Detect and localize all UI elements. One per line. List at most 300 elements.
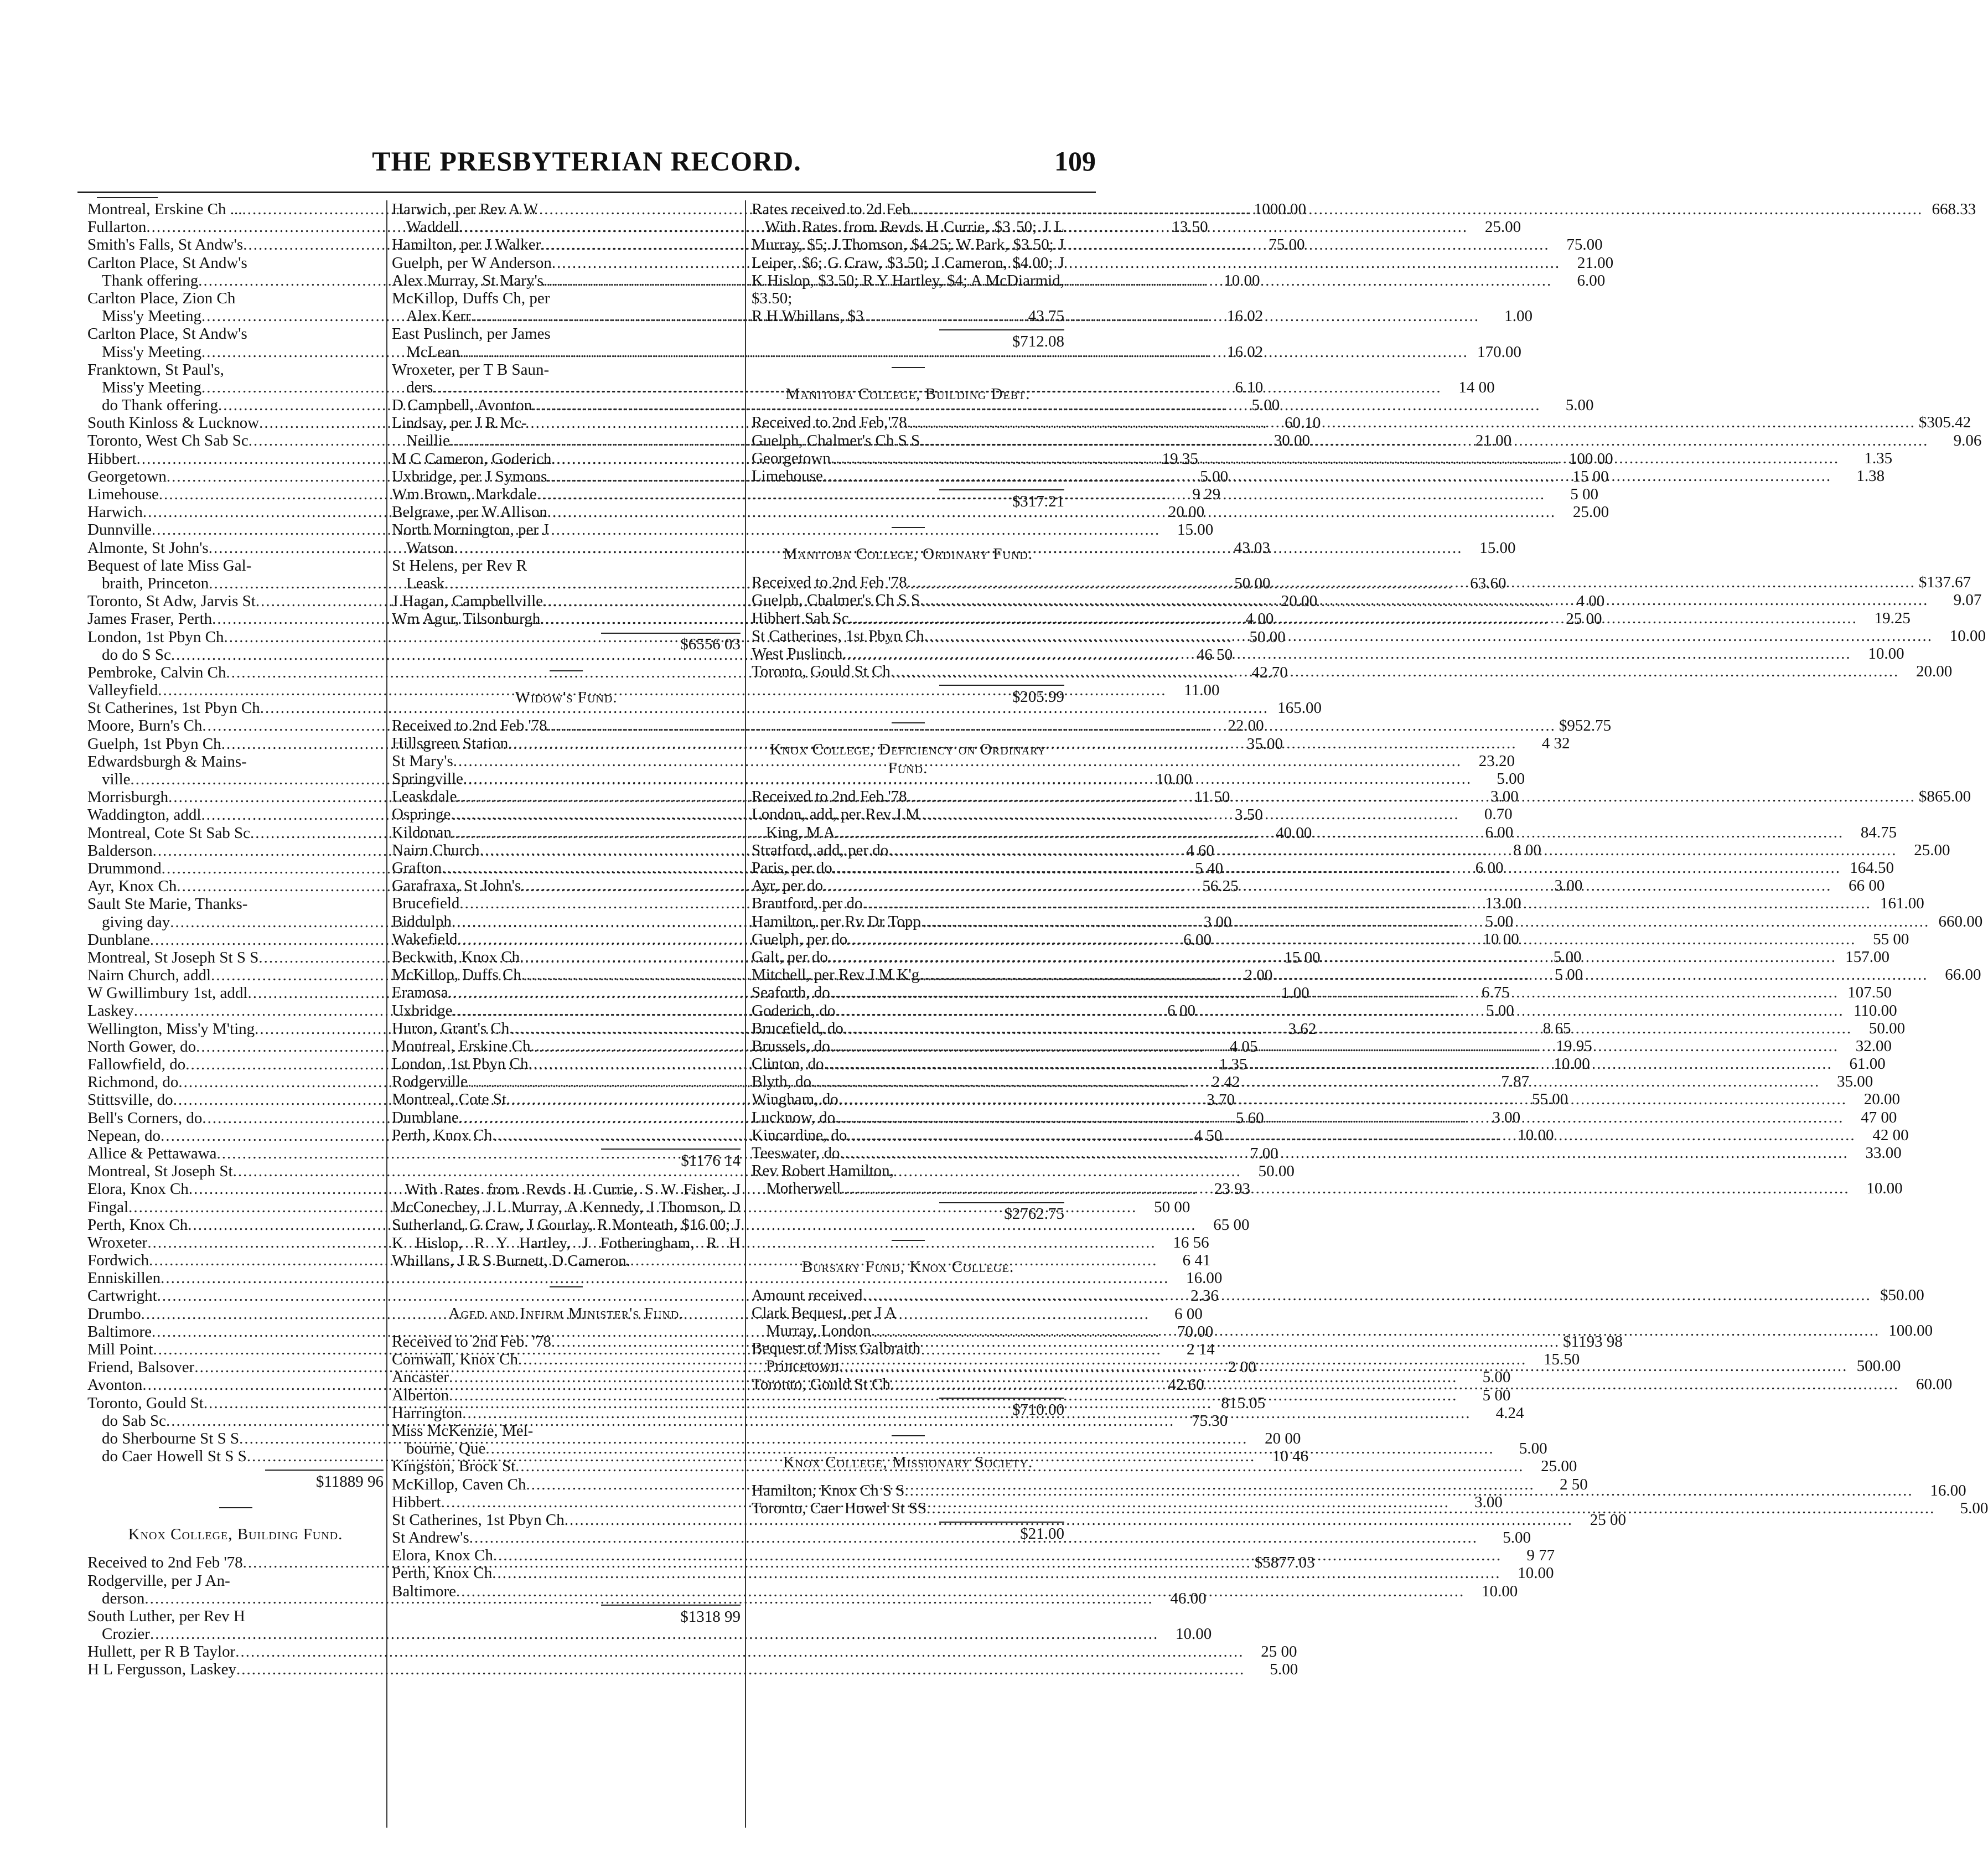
ledger-row xyxy=(87,1572,384,1590)
entry-label: Kildonan xyxy=(392,823,452,841)
entry-label: Guelph, 1st Pbyn Ch xyxy=(87,734,221,753)
ledger-row xyxy=(752,307,1064,325)
section-heading: Widow's Fund. xyxy=(515,688,618,706)
entry-amount: 1.35 xyxy=(1864,449,1893,467)
entry-amount: 75.30 xyxy=(1192,1411,1228,1430)
entry-label: Brucefield xyxy=(392,894,460,913)
section-total: $21.00 xyxy=(939,1522,1064,1543)
section-heading: Knox College, Missionary Society. xyxy=(783,1453,1033,1471)
entry-label: Murray, London xyxy=(766,1321,871,1339)
entry-amount: 10.00 xyxy=(1481,1582,1518,1600)
entry-label: do Caer Howell St S S xyxy=(102,1447,247,1466)
entry-label: Leask xyxy=(406,574,445,592)
entry-label: Kincardine, do xyxy=(752,1126,847,1144)
entry-amount: 6 00 xyxy=(1167,1002,1195,1020)
entry-amount: 3 00 xyxy=(1492,1108,1521,1126)
entry-label: Huron, Grant's Ch xyxy=(392,1019,510,1037)
entry-label: Montreal, St Joseph St xyxy=(87,1162,233,1181)
entry-label: ders xyxy=(406,378,433,396)
entry-amount: 50 00 xyxy=(1154,1198,1190,1216)
entry-amount: $305.42 xyxy=(1918,413,1971,432)
entry-amount: $137.67 xyxy=(1918,573,1971,592)
entry-label: Guelph, Chalmer's Ch S S xyxy=(752,431,920,449)
ledger-row xyxy=(87,557,384,575)
entry-amount: 2 42 xyxy=(1212,1073,1240,1091)
entry-amount: 42.70 xyxy=(1251,663,1288,681)
rates-note: With Rates from Revds H Currie, $3 50; J L Murray, $5; J Thomson, $4.25; W Park, $3.50; J Leiper, $6; G Craw, $3.50; J Cameron, $4.00; J K Hislop, $3.50; R Y Hartley, $4; A McDiarmid, $3.50; xyxy=(752,218,1064,307)
entry-label: St Catherines, 1st Pbyn Ch xyxy=(752,627,924,645)
entry-label: London, 1st Pbyn Ch xyxy=(392,1055,529,1073)
entry-amount: 10.00 xyxy=(1868,644,1904,663)
ledger-row xyxy=(392,1510,1627,1529)
entry-label: Grafton xyxy=(392,859,442,877)
entry-label: Laskey xyxy=(87,1002,134,1020)
entry-label: Garafraxa, St John's xyxy=(392,877,521,895)
entry-label: do do S Sc xyxy=(102,645,171,664)
entry-label: Miss'y Meeting xyxy=(102,307,202,325)
entry-label: Rev Robert Hamilton, xyxy=(752,1162,894,1180)
entry-label: Valleyfield xyxy=(87,681,158,700)
ledger-row xyxy=(392,289,741,307)
entry-label: ville xyxy=(102,770,131,788)
ledger-row xyxy=(752,1304,1064,1322)
entry-amount: 3.62 xyxy=(1288,1020,1317,1038)
entry-amount: 20.00 xyxy=(1863,1090,1900,1109)
entry-label: Alberton xyxy=(392,1386,449,1404)
entry-amount: 170.00 xyxy=(1477,343,1521,361)
entry-label: Toronto, West Ch Sab Sc xyxy=(87,432,249,450)
entry-amount: 63.60 xyxy=(1470,574,1506,592)
entry-amount: $1193 98 xyxy=(1563,1333,1623,1351)
section-separator xyxy=(892,722,925,723)
entry-amount: 9.06 xyxy=(1953,431,1982,449)
entry-amount: 5.00 xyxy=(1565,396,1594,415)
entry-amount: 107.50 xyxy=(1847,984,1892,1002)
entry-amount: 11.00 xyxy=(1184,681,1220,700)
entry-amount: 43.03 xyxy=(1234,539,1270,557)
entry-label: Thank offering xyxy=(102,271,199,289)
entry-amount: 75.00 xyxy=(1566,236,1603,254)
entry-label: Guelph, Chalmer's Ch S S xyxy=(752,591,920,609)
entry-amount: 16 56 xyxy=(1173,1233,1209,1251)
ledger-row xyxy=(392,521,741,539)
entry-label: North Gower, do xyxy=(87,1037,196,1056)
entry-amount: 23 93 xyxy=(1214,1180,1251,1198)
entry-label: Toronto, Gould St Ch xyxy=(752,663,891,681)
entry-label: West Puslinch xyxy=(752,644,843,663)
entry-amount: 22.00 xyxy=(1228,717,1264,735)
entry-amount: 50 00 xyxy=(1234,574,1271,592)
entry-label: Georgetown xyxy=(87,467,167,485)
entry-label: McKillop, Duffs Ch xyxy=(392,966,521,984)
ledger-row xyxy=(87,1269,1223,1287)
entry-amount: 21.00 xyxy=(1475,432,1512,450)
entry-label: St Catherines, 1st Pbyn Ch xyxy=(392,1510,565,1529)
entry-label: St Helens, per Rev R xyxy=(392,556,527,575)
entry-amount: 61.00 xyxy=(1849,1055,1886,1073)
entry-amount: 19.25 xyxy=(1874,609,1911,627)
entry-label: Edwardsburgh & Mains- xyxy=(87,752,247,770)
page-header xyxy=(77,145,1096,184)
entry-amount: 5 00 xyxy=(1482,1386,1511,1404)
entry-label: Fullarton xyxy=(87,218,147,236)
entry-amount: 25 00 xyxy=(1566,610,1602,628)
entry-label: W Gwillimbury 1st, addl xyxy=(87,984,248,1002)
entry-amount: 815.05 xyxy=(1221,1394,1266,1412)
entry-label: Morrisburgh xyxy=(87,788,169,806)
entry-label: Kingston, Brock St xyxy=(392,1457,516,1476)
entry-amount: 9.07 xyxy=(1953,591,1982,609)
ledger-row xyxy=(752,1339,1064,1357)
entry-amount: 25.00 xyxy=(1541,1457,1577,1476)
entry-label: South Kinloss & Lucknow xyxy=(87,414,260,432)
entry-label: Hibbert xyxy=(392,1493,441,1511)
entry-amount: 5.00 xyxy=(1200,467,1229,485)
section-heading: Aged and Infirm Minister's Fund. xyxy=(448,1305,684,1323)
section-total: $11889 96 xyxy=(265,1470,384,1491)
entry-amount: $50.00 xyxy=(1880,1286,1924,1304)
entry-label: Paris, per do xyxy=(752,859,832,877)
entry-label: Hamilton, per J Walker xyxy=(392,236,541,254)
entry-amount: 35.00 xyxy=(1836,1073,1873,1091)
entry-label: South Luther, per Rev H xyxy=(87,1607,245,1625)
section-total: $317.21 xyxy=(939,489,1064,510)
ledger-row xyxy=(87,254,384,272)
entry-label: Guelph, per do xyxy=(752,930,848,948)
entry-amount: 20.00 xyxy=(1915,663,1953,681)
entry-label: Received to 2nd Feb.'78 xyxy=(392,716,547,734)
entry-label: Baltimore xyxy=(87,1322,152,1341)
entry-label: Harwich xyxy=(87,503,143,521)
section-separator xyxy=(219,1507,252,1508)
section-total: $2762.75 xyxy=(939,1202,1064,1223)
section-total: $1176 14 xyxy=(601,1149,741,1170)
entry-label: Harrington xyxy=(392,1404,463,1422)
ledger-row xyxy=(392,236,1603,254)
entry-label: Elora, Knox Ch xyxy=(392,1546,493,1565)
entry-amount: 9 77 xyxy=(1526,1546,1555,1565)
entry-amount: 16.02 xyxy=(1227,307,1264,325)
entry-amount: 2 14 xyxy=(1186,1341,1215,1358)
entry-amount: 6 41 xyxy=(1182,1251,1211,1270)
entry-amount: 668.33 xyxy=(1932,200,1976,218)
entry-amount: 3.00 xyxy=(1490,788,1519,806)
entry-amount: 1.00 xyxy=(1504,307,1533,325)
entry-label: Mill Point xyxy=(87,1341,153,1358)
entry-amount: 3.70 xyxy=(1207,1091,1235,1109)
rates-note: With Rates from Revds H Currie, S W Fisher, J McConechey, J L Murray, A Kennedy, J Thomson, D Sutherland, G Craw, J Gourlay, R Monteath, $16 00; J K Hislop, R Y Hartley, J Fotheringham, R H Whillans, J R S Burnett, D Cameron. xyxy=(392,1181,741,1270)
entry-amount: 25 00 xyxy=(1590,1510,1627,1529)
entry-label: Toronto, Gould St Ch xyxy=(752,1375,891,1393)
section-separator xyxy=(892,367,925,368)
entry-label: Rodgerville, per J An- xyxy=(87,1571,230,1590)
entry-label: Bequest of late Miss Gal- xyxy=(87,556,252,575)
entry-amount: 65 00 xyxy=(1213,1215,1250,1234)
entry-label: Ancaster xyxy=(392,1368,449,1387)
entry-amount: 3.00 xyxy=(1554,877,1583,895)
section-total: $6556 03 xyxy=(601,633,741,654)
entry-label: Ayr, per do xyxy=(752,877,824,895)
entry-amount: 5.00 xyxy=(1486,1001,1514,1020)
entry-label: Brussels, do xyxy=(752,1037,830,1055)
entry-amount: 20.00 xyxy=(1168,503,1205,521)
header-short-rule xyxy=(97,197,158,198)
entry-amount: $952.75 xyxy=(1559,716,1612,734)
entry-label: Wingham, do xyxy=(752,1090,838,1109)
entry-label: McLean xyxy=(406,343,460,361)
entry-amount: 8 00 xyxy=(1513,841,1541,859)
entry-label: Eramosa xyxy=(392,984,448,1002)
ledger-row xyxy=(392,1564,1554,1582)
entry-label: Elora, Knox Ch xyxy=(87,1180,189,1198)
entry-amount: 25.00 xyxy=(1572,503,1609,521)
entry-label: Bequest of Miss Galbraith xyxy=(752,1339,921,1358)
entry-label: Leaskdale xyxy=(392,788,457,806)
entry-label: Clinton, do xyxy=(752,1055,824,1073)
section-heading: Manitoba College, Ordinary Fund. xyxy=(783,545,1033,563)
entry-amount: 20 00 xyxy=(1265,1429,1301,1447)
section-total: $1318 99 xyxy=(601,1605,741,1626)
entry-amount: 5.00 xyxy=(1482,1368,1511,1387)
entry-label: Brantford, per do xyxy=(752,894,863,913)
entry-amount: 5 60 xyxy=(1235,1109,1264,1127)
entry-amount: 100 00 xyxy=(1568,449,1613,468)
entry-amount: 25.00 xyxy=(1914,841,1950,859)
entry-amount: 5 00 xyxy=(1570,485,1598,503)
entry-label: Galt, per do xyxy=(752,948,828,966)
entry-amount: 165.00 xyxy=(1277,699,1322,717)
entry-label: Mitchell, per Rev J M K'g xyxy=(752,966,920,984)
page-number: 109 xyxy=(1054,146,1096,177)
ledger-row xyxy=(392,325,741,343)
entry-label: braith, Princeton xyxy=(102,574,209,592)
entry-label: Toronto, St Adw, Jarvis St xyxy=(87,592,256,611)
entry-amount: 56.25 xyxy=(1202,877,1239,896)
section-separator xyxy=(892,1240,925,1241)
entry-label: Ospringe xyxy=(392,805,451,824)
entry-label: McKillop, Duffs Ch, per xyxy=(392,289,550,307)
entry-label: Springville xyxy=(392,770,463,788)
section-separator xyxy=(892,527,925,528)
ledger-row xyxy=(392,557,741,575)
entry-label: Hibbert Sab Sc xyxy=(752,609,849,627)
ledger-row xyxy=(87,1233,1209,1251)
entry-label: Cornwall, Knox Ch xyxy=(392,1351,518,1369)
entry-label: Received to 2nd Feb '78 xyxy=(752,573,907,592)
entry-label: Balderson xyxy=(87,841,153,860)
entry-label: St Mary's xyxy=(392,752,453,770)
entry-amount: 42.60 xyxy=(1168,1376,1204,1394)
entry-amount: 660.00 xyxy=(1938,912,1983,930)
entry-amount: 2 00 xyxy=(1244,966,1273,985)
entry-amount: 2.36 xyxy=(1190,1287,1219,1305)
ledger-row xyxy=(87,1215,1250,1234)
section-total: $712.08 xyxy=(939,329,1064,350)
entry-amount: 10 00 xyxy=(1483,930,1519,948)
entry-amount: 50.00 xyxy=(1868,1019,1906,1037)
entry-label: J Hagan, Campbellville xyxy=(392,592,543,611)
entry-label: Smith's Falls, St Andw's xyxy=(87,236,244,254)
entry-label: Hullett, per R B Taylor xyxy=(87,1643,236,1661)
section-heading: Knox College, Deficiency on Ordinary Fund. xyxy=(770,741,1046,778)
entry-amount: 5.00 xyxy=(1497,770,1525,788)
entry-label: Crozier xyxy=(102,1625,150,1643)
entry-amount: 14 00 xyxy=(1458,378,1495,396)
entry-label: Friend, Balsover xyxy=(87,1358,195,1377)
ledger-row xyxy=(87,325,384,343)
entry-label: Georgetown xyxy=(752,449,831,467)
entry-label: St Andrew's xyxy=(392,1529,469,1547)
ledger-row xyxy=(87,361,384,379)
ledger-row xyxy=(87,1643,1297,1661)
entry-amount: 1.38 xyxy=(1856,467,1885,485)
entry-amount: $5877.03 xyxy=(1254,1554,1315,1572)
entry-amount: 50.00 xyxy=(1249,628,1286,646)
entry-amount: 84.75 xyxy=(1860,823,1897,841)
entry-label: Dunblane xyxy=(87,930,150,949)
section-separator xyxy=(550,670,583,671)
entry-amount: 60.00 xyxy=(1915,1375,1953,1393)
entry-amount: 2 00 xyxy=(1228,1358,1256,1377)
entry-label: Hillsgreen Station xyxy=(392,734,509,752)
ledger-row xyxy=(392,200,741,218)
entry-label: Wroxeter, per T B Saun- xyxy=(392,360,550,379)
entry-amount: 15.00 xyxy=(1177,521,1214,539)
entry-amount: 6.00 xyxy=(1183,930,1212,949)
entry-amount: 4 32 xyxy=(1541,734,1570,752)
ledger-row xyxy=(392,1422,741,1440)
entry-label: Perth, Knox Ch xyxy=(392,1564,493,1582)
entry-amount: 5.00 xyxy=(1485,912,1514,930)
entry-label: Uxbridge xyxy=(392,1001,453,1020)
entry-amount: 20.00 xyxy=(1281,592,1318,611)
entry-amount: 40.00 xyxy=(1276,824,1312,842)
entry-amount: 1.35 xyxy=(1219,1056,1247,1073)
entry-amount: 30.00 xyxy=(1273,432,1310,450)
entry-label: giving day xyxy=(102,913,170,931)
entry-label: Miss'y Meeting xyxy=(102,378,202,396)
entry-label: bourne, Que xyxy=(406,1440,486,1458)
journal-title: THE PRESBYTERIAN RECORD. xyxy=(372,146,801,177)
entry-amount: 2 50 xyxy=(1559,1475,1588,1493)
entry-amount: 5.00 xyxy=(1270,1660,1298,1679)
entry-label: Cartwright xyxy=(87,1287,157,1305)
entry-label: Beckwith, Knox Ch xyxy=(392,948,520,966)
entry-label: Received to 2nd Feb.'78 xyxy=(752,788,907,806)
entry-amount: 43.75 xyxy=(1028,307,1064,325)
entry-amount: 6.00 xyxy=(1485,823,1514,841)
entry-label: Waddington, addl xyxy=(87,806,201,824)
entry-label: Lucknow, do xyxy=(752,1108,836,1126)
entry-label: James Fraser, Perth xyxy=(87,610,213,628)
entry-amount: 33.00 xyxy=(1865,1144,1902,1162)
ledger-row xyxy=(87,289,384,307)
entry-amount: 10.00 xyxy=(1949,627,1986,645)
entry-amount: 4 50 xyxy=(1194,1126,1223,1145)
entry-amount: 5.00 xyxy=(1251,396,1280,415)
entry-label: Nairn Church, addl xyxy=(87,966,211,985)
entry-label: Rates received to 2d Feb. xyxy=(752,200,914,218)
entry-label: Neillie xyxy=(406,432,450,450)
section-heading: Knox College, Building Fund. xyxy=(128,1525,343,1544)
entry-label: Enniskillen xyxy=(87,1269,161,1287)
entry-label: Perth, Knox Ch xyxy=(392,1126,493,1144)
entry-label: Clark Bequest, per J A xyxy=(752,1303,897,1322)
entry-amount: 75.00 xyxy=(1269,236,1305,254)
entry-amount: 10.00 xyxy=(1518,1126,1554,1144)
ledger-row xyxy=(392,361,741,379)
entry-label: Montreal, Cote St xyxy=(392,1090,507,1109)
entry-amount: 15 00 xyxy=(1572,467,1609,485)
ledger-row xyxy=(392,414,741,432)
entry-amount: 5.00 xyxy=(1553,948,1582,966)
entry-label: St Catherines, 1st Pbyn Ch xyxy=(87,699,260,717)
entry-label: Nepean, do xyxy=(87,1126,161,1145)
entry-amount: 13.50 xyxy=(1172,218,1208,236)
entry-amount: 32.00 xyxy=(1855,1037,1892,1055)
entry-label: Princetown xyxy=(766,1357,840,1375)
entry-label: Amount received xyxy=(752,1286,863,1304)
entry-label: Limehouse xyxy=(87,485,159,503)
entry-label: Watson xyxy=(406,539,454,557)
entry-amount: 23.20 xyxy=(1478,752,1515,770)
entry-label: H L Fergusson, Laskey xyxy=(87,1660,237,1679)
entry-amount: 19 35 xyxy=(1162,449,1198,468)
entry-label: do Sab Sc xyxy=(102,1411,166,1430)
ledger-row xyxy=(87,1660,1298,1679)
entry-label: Almonte, St John's xyxy=(87,539,209,557)
entry-amount: 19.95 xyxy=(1556,1037,1592,1055)
entry-label: Harwich, per Rev A W xyxy=(392,200,539,218)
entry-amount: 66 00 xyxy=(1849,877,1885,895)
entry-label: Montreal, Erskine Ch xyxy=(392,1037,531,1055)
entry-label: Allice & Pettawawa xyxy=(87,1144,217,1162)
entry-amount: 35.00 xyxy=(1246,734,1283,753)
entry-label: Carlton Place, St Andw's xyxy=(87,254,247,272)
entry-label: Wm Agur, Tilsonburgh xyxy=(392,610,541,628)
entry-amount: 6 00 xyxy=(1174,1305,1203,1323)
entry-amount: 157.00 xyxy=(1845,948,1889,966)
entry-label: Sault Ste Marie, Thanks- xyxy=(87,895,248,913)
entry-label: Dunnville xyxy=(87,521,152,539)
ledger-row xyxy=(87,1607,384,1625)
entry-amount: 6.10 xyxy=(1235,378,1264,396)
entry-amount: 15.00 xyxy=(1479,539,1516,557)
entry-amount: 7.87 xyxy=(1501,1073,1530,1091)
entry-label: Goderich, do xyxy=(752,1001,836,1020)
entry-label: M C Cameron, Goderich xyxy=(392,449,552,468)
entry-amount: 3.50 xyxy=(1234,806,1263,824)
section-heading: Manitoba College, Building Debt. xyxy=(785,385,1031,403)
entry-label: Bell's Corners, do xyxy=(87,1109,203,1127)
entry-amount: 5 00 xyxy=(1555,966,1583,984)
entry-label: King, M A xyxy=(766,823,835,841)
entry-amount: 46.00 xyxy=(1170,1589,1207,1607)
entry-amount: 7.00 xyxy=(1250,1144,1278,1162)
entry-label: Dumblane xyxy=(392,1108,459,1126)
entry-amount: 0.70 xyxy=(1484,805,1513,824)
entry-label: Moore, Burn's Ch xyxy=(87,717,203,735)
entry-label: Drumbo xyxy=(87,1305,141,1323)
entry-label: do Thank offering xyxy=(102,396,218,415)
entry-label: Wellington, Miss'y M'ting xyxy=(87,1020,255,1038)
entry-label: Waddell xyxy=(406,218,459,236)
entry-label: Teeswater, do xyxy=(752,1144,840,1162)
entry-label: Nairn Church xyxy=(392,841,480,859)
entry-amount: 55.00 xyxy=(1532,1090,1568,1109)
entry-label: Belgrave, per W Allison xyxy=(392,503,547,521)
entry-label: London, 1st Pbyn Ch xyxy=(87,628,224,646)
